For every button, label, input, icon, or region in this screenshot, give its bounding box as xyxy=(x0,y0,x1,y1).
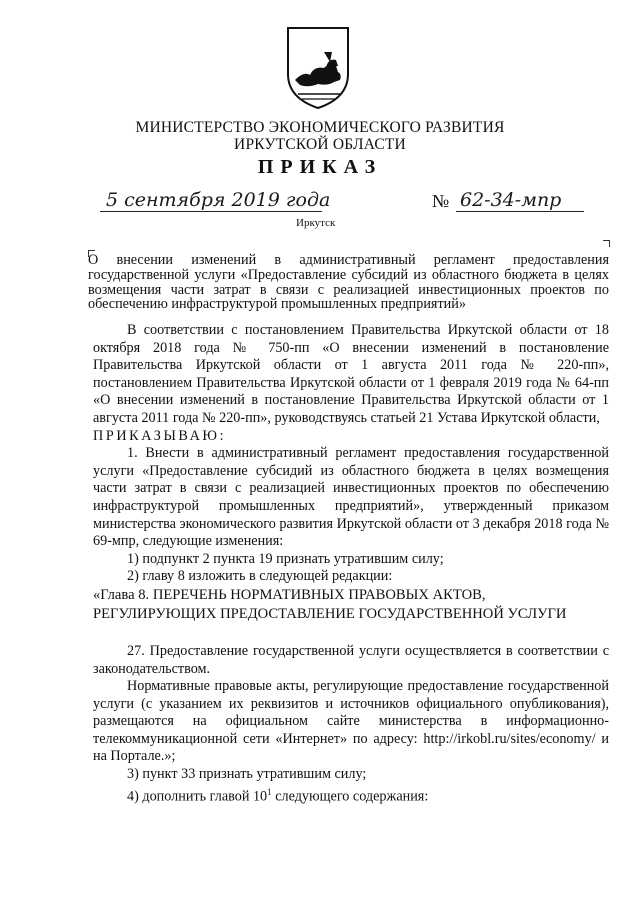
number-label: № xyxy=(432,191,450,211)
document-type-title: ПРИКАЗ xyxy=(257,156,383,178)
item-1-paragraph: 1. Внести в административный регламент предоставления государственной услуги «Предоставление субсидий из областного бюджета в целях возмещения части затрат в связи с реализацией инвестиционных проектов по обеспечению инфраструктурой промышленных предприятий», утвержденный приказом министерства экономического развития Иркутской области от 3 декабря 2018 года № 69-мпр, следующие изменения: xyxy=(93,445,609,550)
chapter-heading-line2: РЕГУЛИРУЮЩИХ ПРЕДОСТАВЛЕНИЕ ГОСУДАРСТВЕННОЙ УСЛУГИ xyxy=(93,605,567,622)
number-underline xyxy=(456,211,584,212)
date-underline xyxy=(100,211,322,212)
ministry-name-line2: ИРКУТСКОЙ ОБЛАСТИ xyxy=(234,136,406,153)
subitem-4 xyxy=(93,784,609,806)
paragraph-27: 27. Предоставление государственной услуги осуществляется в соответствии с законодательством. xyxy=(93,642,609,677)
subitem-4-text: 4) дополнить главой 10 xyxy=(127,788,268,805)
coat-of-arms-icon xyxy=(284,22,352,110)
city-name: Иркутск xyxy=(296,217,336,229)
subitem-1: 1) подпункт 2 пункта 19 признать утратившим силу; xyxy=(127,550,444,567)
order-keyword: ПРИКАЗЫВАЮ: xyxy=(93,427,227,444)
subitem-2: 2) главу 8 изложить в следующей редакции: xyxy=(127,568,393,585)
subitem-3: 3) пункт 33 признать утратившим силу; xyxy=(127,766,367,783)
handwritten-date: 5 сентября 2019 года xyxy=(106,189,331,211)
subitem-4-tail: следующего содержания: xyxy=(271,788,429,805)
spacer xyxy=(93,624,609,643)
ministry-name-line1: МИНИСТЕРСТВО ЭКОНОМИЧЕСКОГО РАЗВИТИЯ xyxy=(135,119,505,136)
chapter-heading-line1: «Глава 8. ПЕРЕЧЕНЬ НОРМАТИВНЫХ ПРАВОВЫХ АКТОВ, xyxy=(93,586,486,603)
normative-acts-paragraph: Нормативные правовые акты, регулирующие предоставление государственной услуги (с указанием их реквизитов и источников официального опубликования), размещаются на официальном сайте министерства в информационно-телекоммуникационной сети «Интернет» по адресу: http://irkobl.ru/sites/economy/ и на Портале.»; xyxy=(93,678,609,765)
subject-corner-mark-right xyxy=(603,240,610,247)
order-subject: О внесении изменений в административный регламент предоставления государственной услуги «Предоставление субсидий из областного бюджета в целях возмещения части затрат в связи с реализацией инвестиционных проектов по обеспечению инфраструктурой промышленных предприятий» xyxy=(88,252,609,313)
handwritten-order-number: 62-34-мпр xyxy=(460,189,562,211)
preamble-paragraph: В соответствии с постановлением Правительства Иркутской области от 18 октября 2018 года № 750-пп «О внесении изменений в постановление Правительства Иркутской области от 1 августа 2011 года № 220-пп», постановлением Правительства Иркутской области от 1 февраля 2019 года № 64-пп «О внесении изменений в постановление Правительства Иркутской области от 1 августа 2011 года № 220-пп», руководствуясь статьей 21 Устава Иркутской области, xyxy=(93,322,609,426)
chapter-superscript: 1 xyxy=(267,786,272,797)
order-body xyxy=(93,322,609,806)
